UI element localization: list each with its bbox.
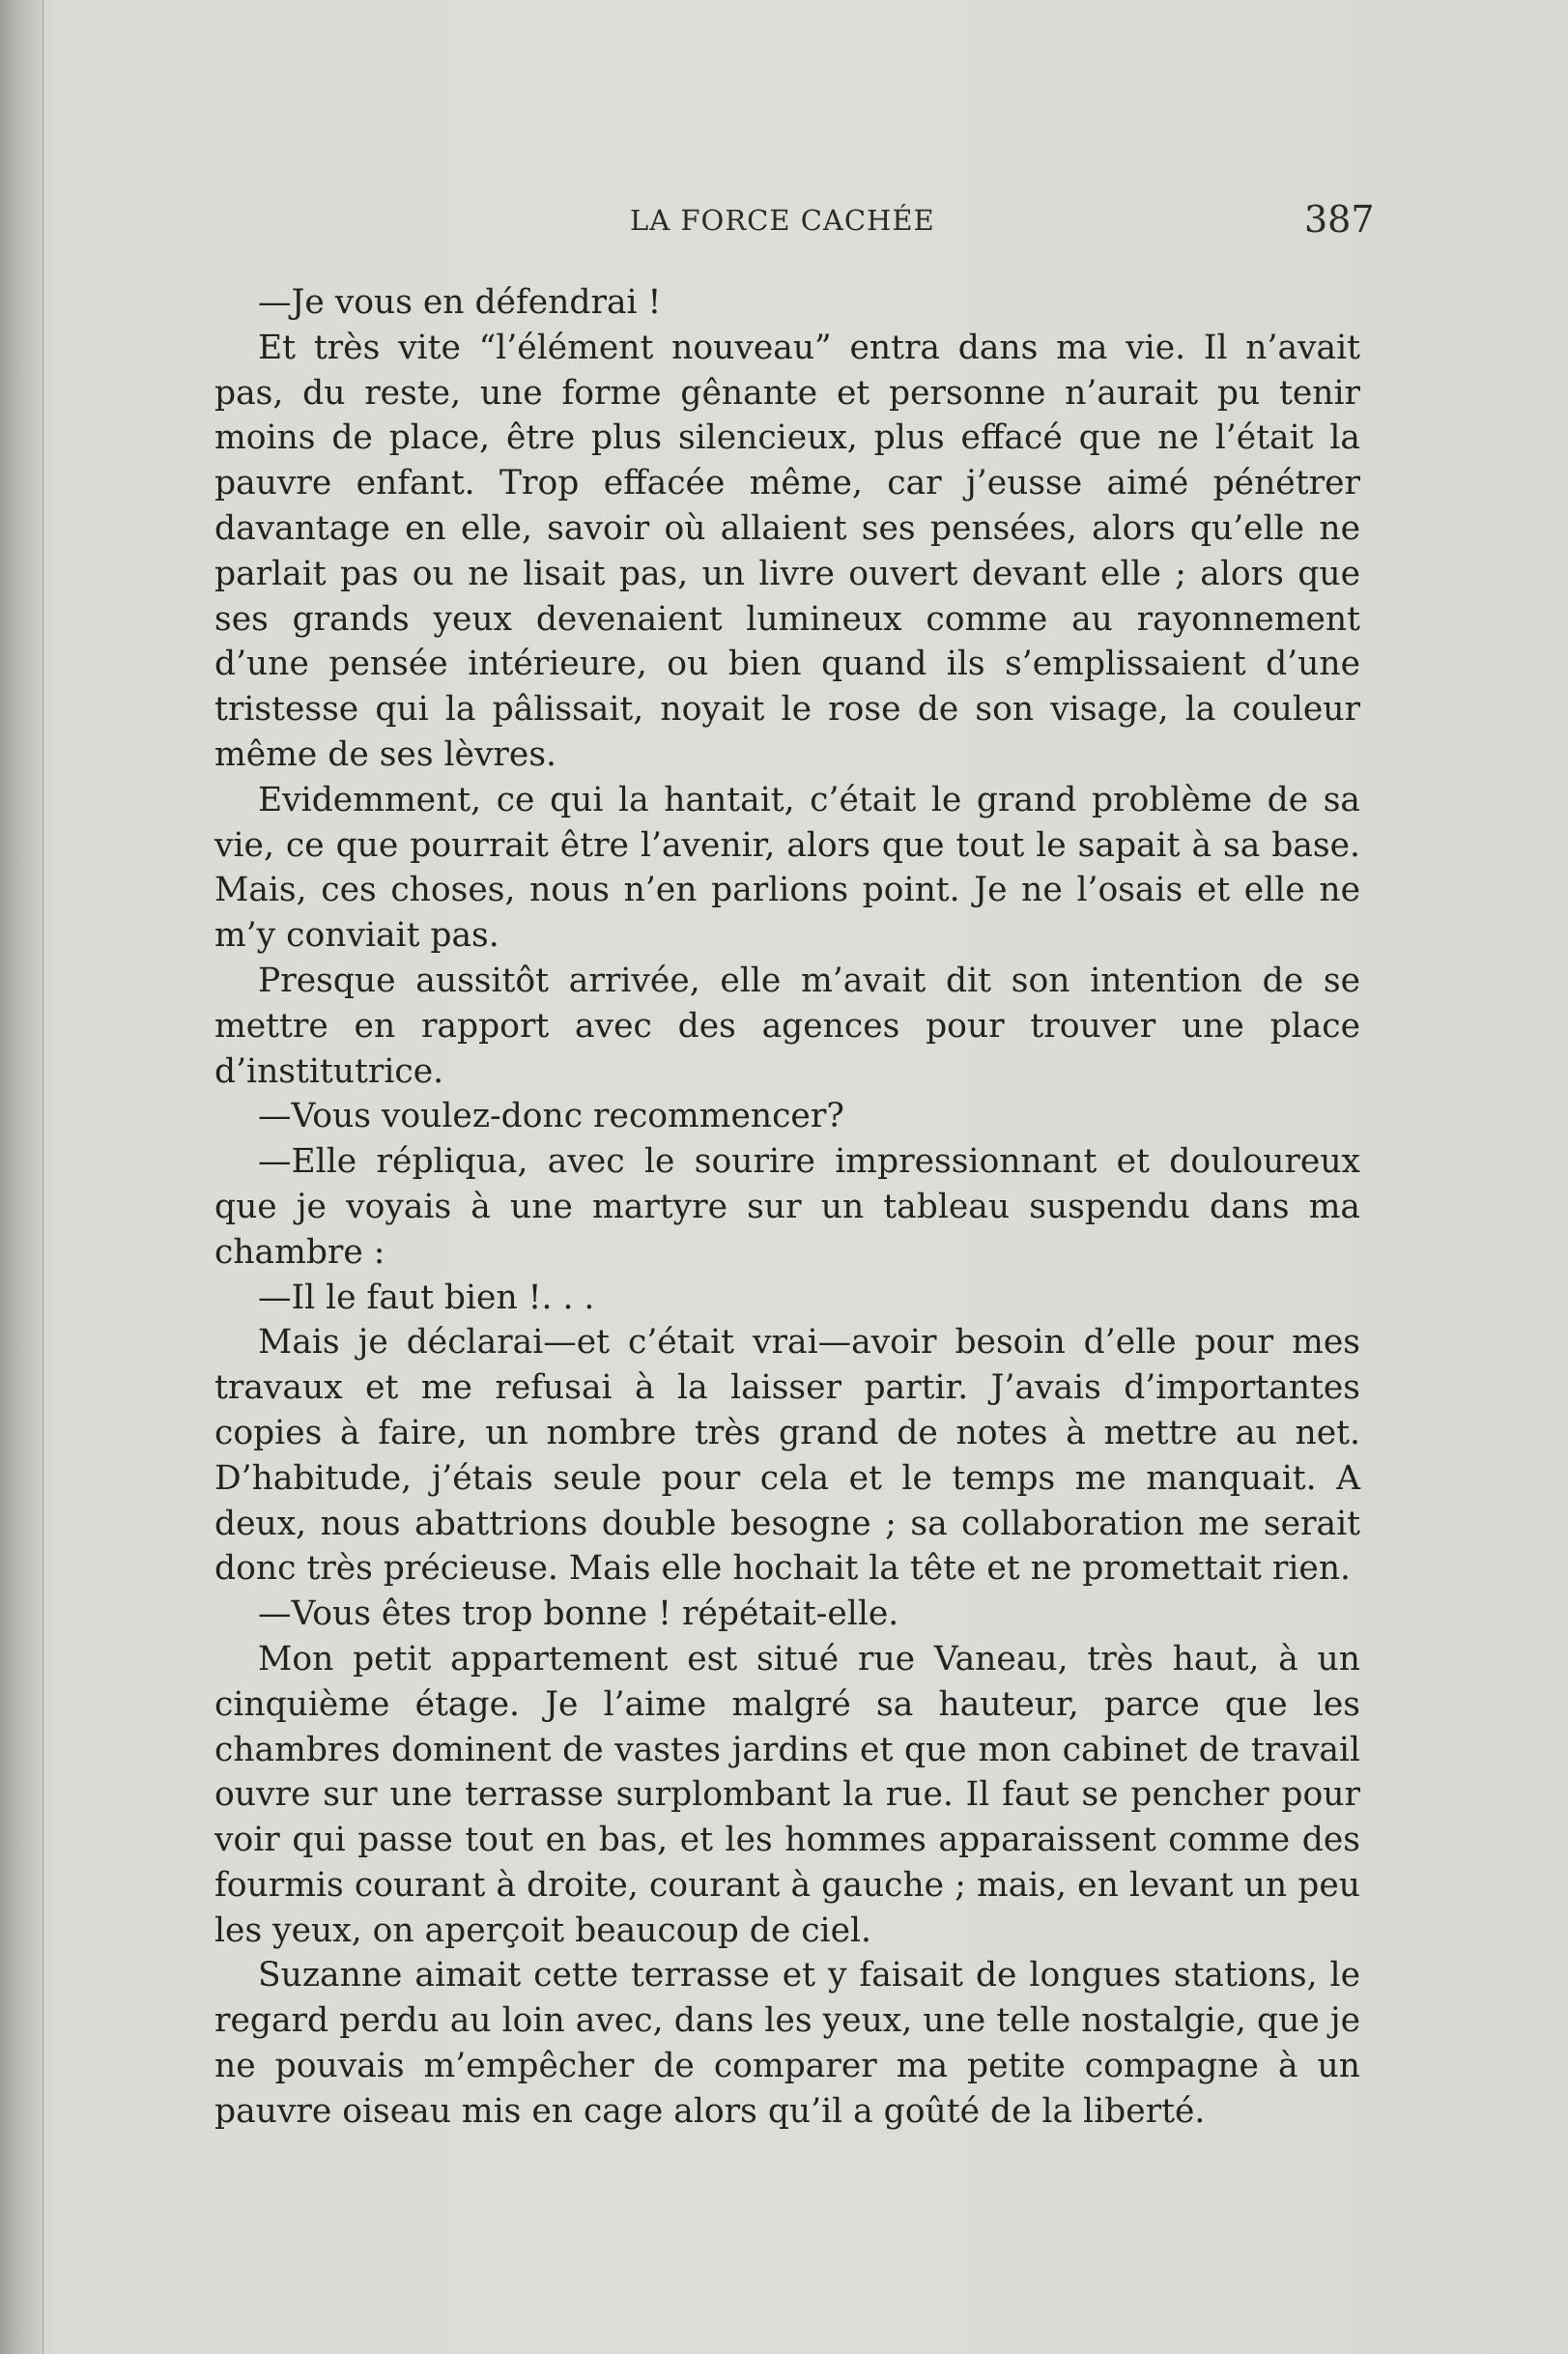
paragraph: Et très vite “l’élément nouveau” entra dans ma vie. Il n’avait pas, du reste, une forme gênante et personne n’aurait pu tenir moins de place, être plus silencieux, plus effacé que ne l’était la pauvre enfant. Trop effacée même, car j’eusse aimé pénétrer davantage en elle, savoir où allaient ses pensées, alors qu’elle ne parlait pas ou ne lisait pas, un livre ouvert devant elle ; alors que ses grands yeux devenaient lumineux comme au rayonnement d’une pensée intérieure, ou bien quand ils s’emplissaient d’une tristesse qui la pâlissait, noyait le rose de son visage, la couleur même de ses lèvres. bbox=[214, 328, 1360, 774]
binding-gutter bbox=[0, 0, 43, 2354]
body-text bbox=[214, 280, 1360, 2135]
paragraph: Suzanne aimait cette terrasse et y faisait de longues stations, le regard perdu au loin avec, dans les yeux, une telle nostalgie, que je ne pouvais m’empêcher de comparer ma petite compagne à un pauvre oiseau mis en cage alors qu’il a goûté de la liberté. bbox=[214, 1956, 1360, 2131]
paragraph: Evidemment, ce qui la hantait, c’était le grand problème de sa vie, ce que pourrait être l’avenir, alors que tout le sapait à sa base. Mais, ces choses, nous n’en parlions point. Je ne l’osais et elle ne m’y conviait pas. bbox=[214, 780, 1360, 956]
paragraph: Mon petit appartement est situé rue Vaneau, très haut, à un cinquième étage. Je l’aime malgré sa hauteur, parce que les chambres dominent de vastes jardins et que mon cabinet de travail ouvre sur une terrasse surplombant la rue. Il faut se pencher pour voir qui passe tout en bas, et les hommes apparaissent comme des fourmis courant à droite, courant à gauche ; mais, en levant un peu les yeux, on aperçoit beaucoup de ciel. bbox=[214, 1639, 1360, 1950]
running-title: LA FORCE CACHÉE bbox=[630, 204, 935, 237]
running-head bbox=[0, 198, 1568, 246]
paragraph: —Elle répliqua, avec le sourire impressionnant et douloureux que je voyais à une martyre sur un tableau suspendu dans ma chambre : bbox=[214, 1142, 1360, 1272]
paragraph: —Il le faut bien !. . . bbox=[258, 1277, 595, 1317]
paragraph: —Je vous en défendrai ! bbox=[258, 283, 662, 322]
paragraph: Presque aussitôt arrivée, elle m’avait dit son intention de se mettre en rapport avec des agences pour trouver une place d’institutrice. bbox=[214, 961, 1360, 1091]
page-number: 387 bbox=[1304, 198, 1375, 241]
paragraph: Mais je déclarai—et c’était vrai—avoir besoin d’elle pour mes travaux et me refusai à la laisser partir. J’avais d’importantes copies à faire, un nombre très grand de notes à mettre au net. D’habitude, j’étais seule pour cela et le temps me manquait. A deux, nous abattrions double besogne ; sa collaboration me serait donc très précieuse. Mais elle hochait la tête et ne promettait rien. bbox=[214, 1323, 1360, 1589]
paragraph: —Vous voulez-donc recommencer? bbox=[258, 1097, 844, 1136]
paragraph: —Vous êtes trop bonne ! répétait-elle. bbox=[258, 1594, 899, 1634]
